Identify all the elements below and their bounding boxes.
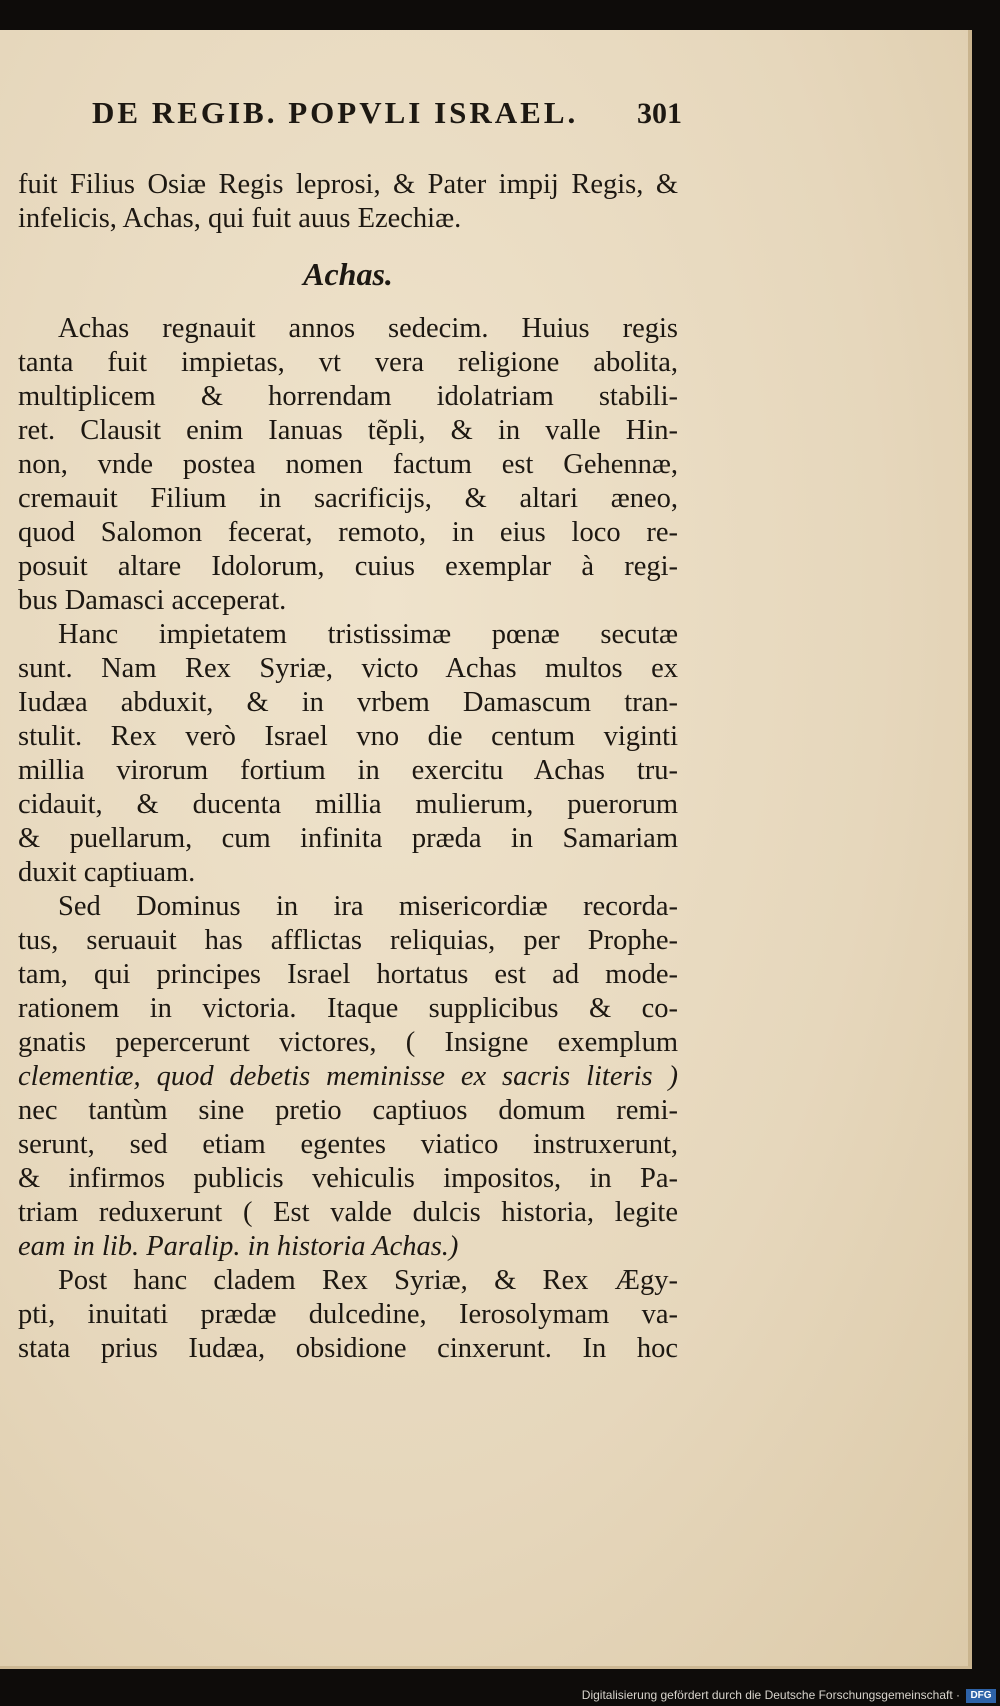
paragraph-2 [18, 618, 678, 890]
text-line: tanta fuit impietas, vt vera religione abolita, [18, 347, 678, 378]
text-line: gnatis pepercerunt victores, ( Insigne exemplum [18, 1027, 678, 1058]
text-line: infelicis, Achas, qui fuit auus Ezechiæ. [18, 203, 462, 234]
text-line: cremauit Filium in sacrificijs, & altari æneo, [18, 483, 678, 514]
book-page [0, 30, 972, 1669]
text-line: eam in lib. Paralip. in historia Achas.) [18, 1231, 459, 1262]
text-line: clementiæ, quod debetis meminisse ex sacris literis ) [18, 1061, 678, 1092]
text-line: quod Salomon fecerat, remoto, in eius loco re- [18, 517, 678, 548]
section-title: Achas. [303, 256, 393, 292]
text-line: stulit. Rex verò Israel vno die centum viginti [18, 721, 678, 752]
page-number: 301 [637, 97, 682, 130]
paragraph-1 [18, 312, 678, 618]
text-line: stata prius Iudæa, obsidione cinxerunt. In hoc [18, 1333, 678, 1364]
text-line: tam, qui principes Israel hortatus est ad mode- [18, 959, 678, 990]
dfg-logo-icon: DFG [966, 1689, 996, 1703]
text-line: non, vnde postea nomen factum est Gehennæ, [18, 449, 678, 480]
footer-credit: Digitalisierung gefördert durch die Deutsche Forschungsgemeinschaft · [581, 1688, 960, 1702]
text-line: cidauit, & ducenta millia mulierum, puerorum [18, 789, 678, 820]
paragraph-3 [18, 890, 678, 1264]
text-line: nec tantùm sine pretio captiuos domum remi- [18, 1095, 678, 1126]
text-line: Sed Dominus in ira misericordiæ recorda- [58, 891, 678, 922]
digitization-footer [0, 1685, 1000, 1706]
text-line: Hanc impietatem tristissimæ pœnæ secutæ [58, 619, 678, 650]
text-line: Post hanc cladem Rex Syriæ, & Rex Ægy- [58, 1265, 678, 1296]
text-line: rationem in victoria. Itaque supplicibus & co- [18, 993, 678, 1024]
text-line: pti, inuitati prædæ dulcedine, Ierosolymam va- [18, 1299, 678, 1330]
text-line: Achas regnauit annos sedecim. Huius regis [58, 313, 678, 344]
text-line: & infirmos publicis vehiculis impositos, in Pa- [18, 1163, 678, 1194]
text-line: tus, seruauit has afflictas reliquias, per Prophe- [18, 925, 678, 956]
page-text [18, 168, 678, 1366]
page-header [92, 95, 682, 131]
text-line: Iudæa abduxit, & in vrbem Damascum tran- [18, 687, 678, 718]
text-line: fuit Filius Osiæ Regis leprosi, & Pater impij Regis, & [18, 169, 678, 200]
text-line: triam reduxerunt ( Est valde dulcis historia, legite [18, 1197, 678, 1228]
paragraph-4 [18, 1264, 678, 1366]
text-line: millia virorum fortium in exercitu Achas tru- [18, 755, 678, 786]
text-line: serunt, sed etiam egentes viatico instruxerunt, [18, 1129, 678, 1160]
text-line: duxit captiuam. [18, 857, 196, 888]
text-line: & puellarum, cum infinita præda in Samariam [18, 823, 678, 854]
running-head: DE REGIB. POPVLI ISRAEL. [92, 95, 579, 130]
text-line: multiplicem & horrendam idolatriam stabili- [18, 381, 678, 412]
text-line: posuit altare Idolorum, cuius exemplar à regi- [18, 551, 678, 582]
text-line: ret. Clausit enim Ianuas tẽpli, & in valle Hin- [18, 415, 678, 446]
text-line: bus Damasci acceperat. [18, 585, 287, 616]
text-line: sunt. Nam Rex Syriæ, victo Achas multos ex [18, 653, 678, 684]
